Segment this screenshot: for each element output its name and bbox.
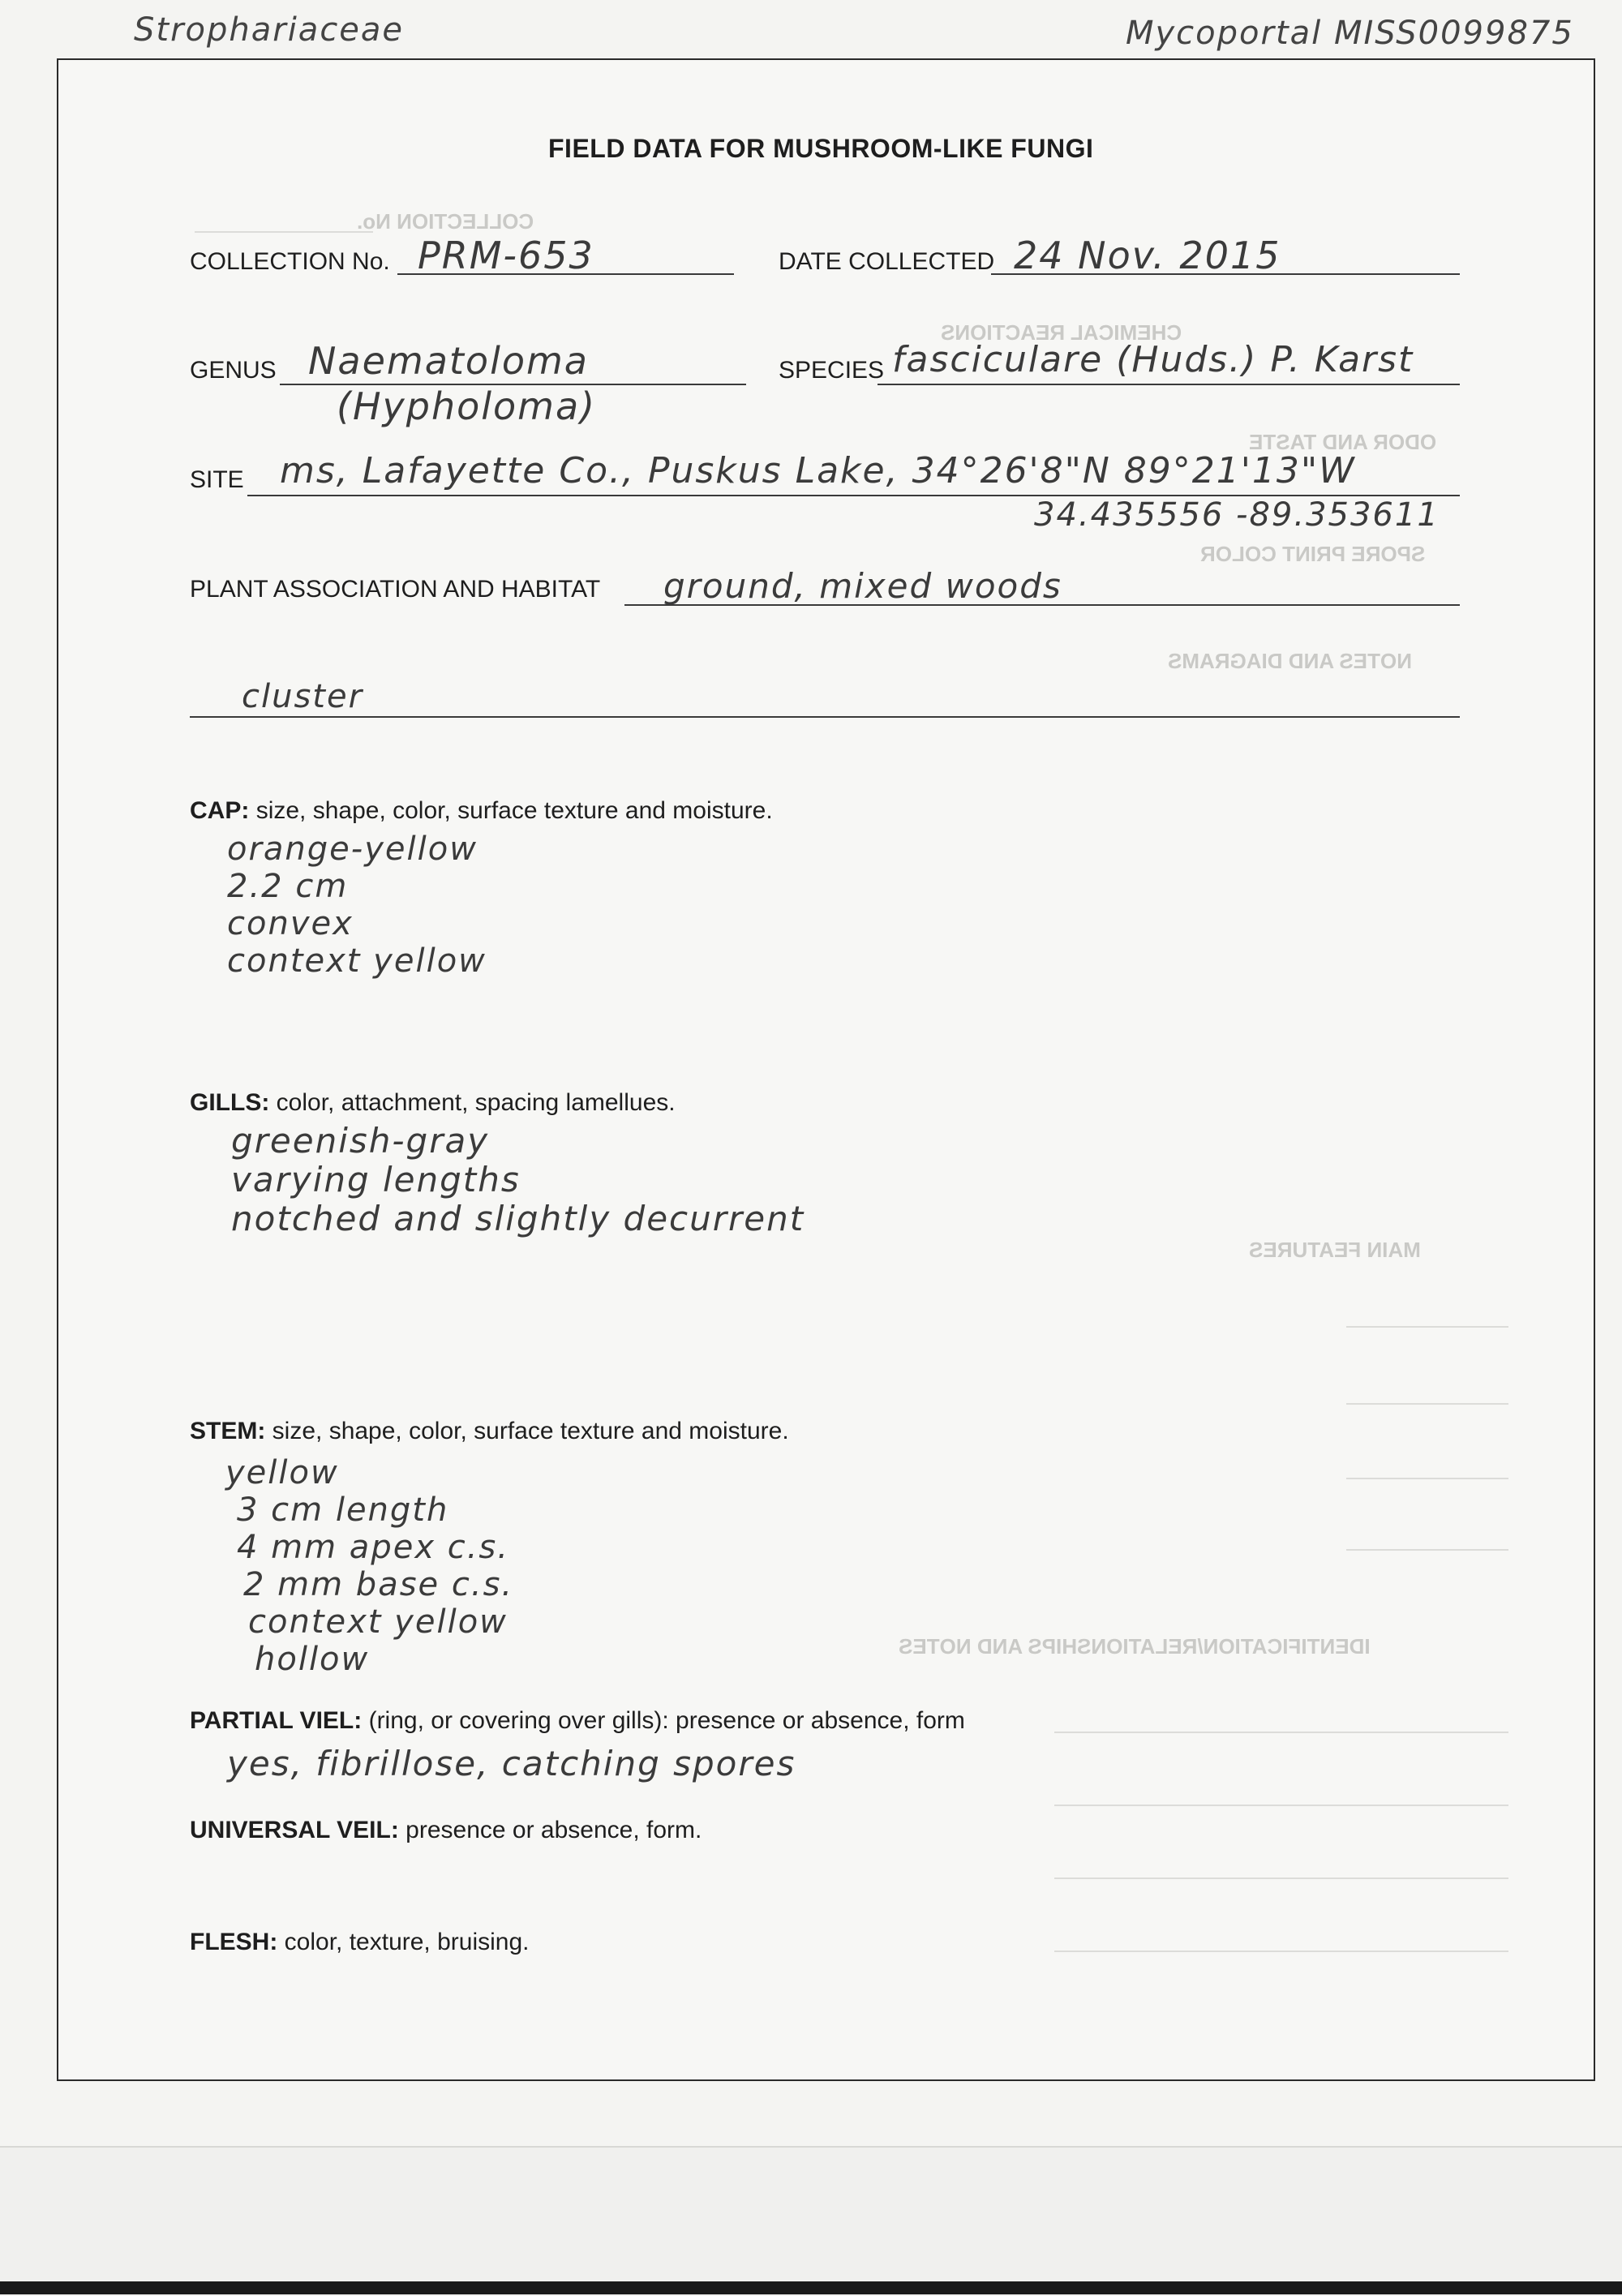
species-value: fasciculare (Huds.) P. Karst	[892, 339, 1414, 380]
cap-note: orange-yellow	[227, 830, 478, 868]
genus-label: GENUS	[190, 357, 277, 384]
stem-note: 2 mm base c.s.	[243, 1566, 514, 1603]
stem-notes	[225, 1454, 513, 1678]
species-line	[878, 384, 1460, 385]
bleed-through-text: COLLECTION No.	[357, 209, 534, 234]
bleed-through-line	[1054, 1878, 1508, 1879]
cap-note: 2.2 cm	[227, 868, 349, 905]
date-collected: 24 Nov. 2015	[1014, 234, 1281, 277]
habitat-value: ground, mixed woods	[663, 566, 1062, 606]
form-title: FIELD DATA FOR MUSHROOM-LIKE FUNGI	[548, 134, 1094, 163]
stem-note: 3 cm length	[237, 1491, 449, 1529]
partial-veil-heading: PARTIAL VIEL: (ring, or covering over gills): presence or absence, form	[190, 1707, 965, 1734]
bleed-through-text: SPORE PRINT COLOR	[1200, 542, 1426, 566]
flesh-heading: FLESH: color, texture, bruising.	[190, 1929, 530, 1955]
scanner-margin	[0, 2146, 1622, 2296]
gills-notes	[231, 1122, 805, 1238]
gills-note: varying lengths	[231, 1160, 521, 1199]
partial-veil-value: yes, fibrillose, catching spores	[227, 1744, 796, 1783]
cap-note: context yellow	[227, 942, 487, 980]
family-annotation: Strophariaceae	[134, 11, 405, 49]
bleed-through-line	[1346, 1478, 1508, 1479]
universal-veil-heading: UNIVERSAL VEIL: presence or absence, form.	[190, 1817, 702, 1843]
bleed-through-text: MAIN FEATURES	[1249, 1238, 1421, 1262]
stem-note: context yellow	[248, 1603, 508, 1641]
site-label: SITE	[190, 466, 244, 493]
genus-alternate: (Hypholoma)	[337, 384, 597, 428]
bleed-through-text: CHEMICAL REACTIONS	[941, 320, 1182, 345]
bleed-through-text: IDENTIFICATION/RELATIONSHIPS AND NOTES	[899, 1634, 1371, 1659]
gills-note: greenish-gray	[231, 1121, 490, 1161]
genus-value: Naematoloma	[308, 339, 589, 383]
stem-note: hollow	[255, 1641, 370, 1678]
cap-notes	[227, 830, 487, 980]
scanner-edge	[0, 2281, 1622, 2294]
stem-note: yellow	[225, 1454, 339, 1491]
collection-label: COLLECTION No.	[190, 248, 390, 275]
habitat-extra: cluster	[242, 678, 364, 715]
bleed-through-text: NOTES AND DIAGRAMS	[1168, 649, 1412, 673]
bleed-through-text: ODOR AND TASTE	[1249, 430, 1437, 454]
bleed-through-line	[1054, 1805, 1508, 1806]
cap-note: convex	[227, 905, 354, 942]
bleed-through-line	[1054, 1951, 1508, 1952]
habitat-line-2	[190, 716, 1460, 718]
bleed-through-line	[1054, 1732, 1508, 1733]
stem-note: 4 mm apex c.s.	[237, 1529, 509, 1566]
gills-heading: GILLS: color, attachment, spacing lamellues.	[190, 1089, 676, 1116]
stem-heading: STEM: size, shape, color, surface texture and moisture.	[190, 1418, 789, 1444]
collection-number: PRM-653	[418, 234, 594, 277]
site-decimal-coordinates: 34.435556 -89.353611	[1034, 496, 1440, 534]
bleed-through-line	[195, 231, 373, 233]
bleed-through-line	[1346, 1403, 1508, 1405]
catalog-annotation: Mycoportal MISS0099875	[1126, 15, 1574, 52]
date-label: DATE COLLECTED	[779, 248, 995, 275]
habitat-label: PLANT ASSOCIATION AND HABITAT	[190, 576, 601, 603]
gills-note: notched and slightly decurrent	[231, 1199, 805, 1238]
cap-heading: CAP: size, shape, color, surface texture and moisture.	[190, 797, 773, 824]
bleed-through-line	[1346, 1549, 1508, 1551]
site-value: ms, Lafayette Co., Puskus Lake, 34°26'8"N 89°21'13"W	[280, 450, 1356, 491]
species-label: SPECIES	[779, 357, 885, 384]
bleed-through-line	[1346, 1326, 1508, 1328]
